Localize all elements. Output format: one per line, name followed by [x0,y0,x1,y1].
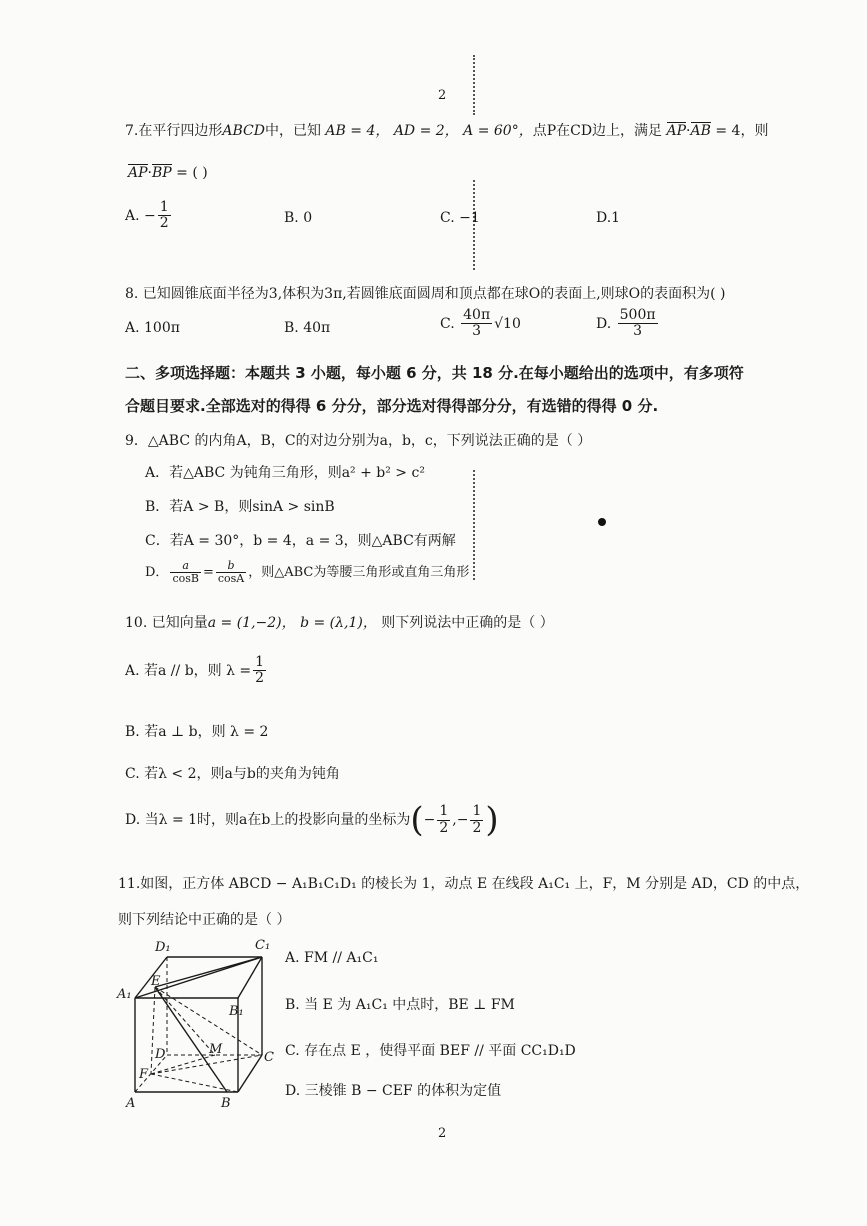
q11-stem-line1: 11.如图，正方体 ABCD − A₁B₁C₁D₁ 的棱长为 1，动点 E 在线段 A₁C₁ 上，F，M 分别是 AD，CD 的中点， [118,876,810,892]
q9-option-b: B．若A > B，则sinA > sinB [145,499,335,515]
page-number-top: 2 [438,88,447,103]
q9-option-a: A．若△ABC 为钝角三角形，则a² + b² > c² [145,465,425,481]
q10-option-c: C. 若λ < 2，则a与b的夹角为钝角 [125,766,340,782]
q7-stem: 7.在平行四边形ABCD中，已知 AB = 4， AD = 2， A = 60°，点P在CD边上，满足 AP·AB = 4，则 [125,123,769,139]
q11-option-d: D. 三棱锥 B − CEF 的体积为定值 [285,1083,502,1099]
label-C: C [264,1050,274,1065]
binding-dots-top [473,55,475,115]
label-F: F [139,1067,149,1082]
label-A1: A₁ [117,987,132,1002]
q11-option-a: A. FM // A₁C₁ [285,950,379,966]
binding-dots-mid2 [473,470,475,580]
q11-stem-line2: 则下列结论中正确的是（ ） [118,912,291,928]
q7-option-a: A. − $\frac{1}{2}$ [125,199,169,232]
page-number-bottom: 2 [438,1126,447,1141]
q8-option-a: A. 100π [125,320,180,336]
label-B: B [221,1096,231,1110]
section2-heading-line2: 合题目要求.全部选对的得得 6 分分，部分选对得得部分分，有选错的得得 0 分. [125,397,659,415]
q8-option-d: D. $\frac{500\pi}{3}$ [596,307,656,340]
q7-option-b: B. 0 [284,210,313,226]
q10-option-d: D. 当λ = 1时，则a在b上的投影向量的坐标为(− $\frac{1}{2}$ ,− $\frac{1}{2}$ ) [125,800,499,840]
label-E: E [151,974,161,989]
label-D1: D₁ [155,940,171,955]
cube-figure [115,935,285,1110]
q7-option-d: D.1 [596,210,621,226]
q10-stem: 10. 已知向量a = (1,−2)， b = (λ,1)， 则下列说法中正确的是（ ） [125,615,554,631]
q9-option-c: C．若A = 30°，b = 4，a = 3，则△ABC有两解 [145,533,456,549]
q8-option-b: B. 40π [284,320,331,336]
label-A: A [126,1096,136,1110]
q8-stem: 8. 已知圆锥底面半径为3,体积为3π,若圆锥底面圆周和顶点都在球O的表面上,则球O的表面积为( ) [125,286,726,302]
section2-heading-line1: 二、多项选择题：本题共 3 小题，每小题 6 分，共 18 分.在每小题给出的选项中，有多项符 [125,364,744,382]
q10-option-a: A. 若a // b，则 λ = $\frac{1}{2}$ [125,654,265,687]
label-B1: B₁ [229,1004,244,1019]
q7-question: AP·BP = ( ) [128,165,208,181]
q8-option-c: C. $\frac{40\pi}{3}$ √10 [440,307,521,340]
q11-option-b: B. 当 E 为 A₁C₁ 中点时，BE ⊥ FM [285,997,515,1013]
q9-stem: 9．△ABC 的内角A，B，C的对边分别为a，b，c，下列说法正确的是（ ） [125,433,592,449]
label-M: M [209,1042,223,1057]
q10-option-b: B. 若a ⊥ b，则 λ = 2 [125,724,269,740]
label-D: D [155,1047,166,1062]
q11-option-c: C. 存在点 E ，使得平面 BEF // 平面 CC₁D₁D [285,1043,576,1059]
q9-option-d: D． $\frac{a}{\cos B}$ = $\frac{b}{\cos A}$ ，则△ABC为等腰三角形或直角三角形 [145,559,470,586]
ink-dot [598,518,606,526]
label-C1: C₁ [255,938,271,953]
q7-option-c: C. −1 [440,210,480,226]
